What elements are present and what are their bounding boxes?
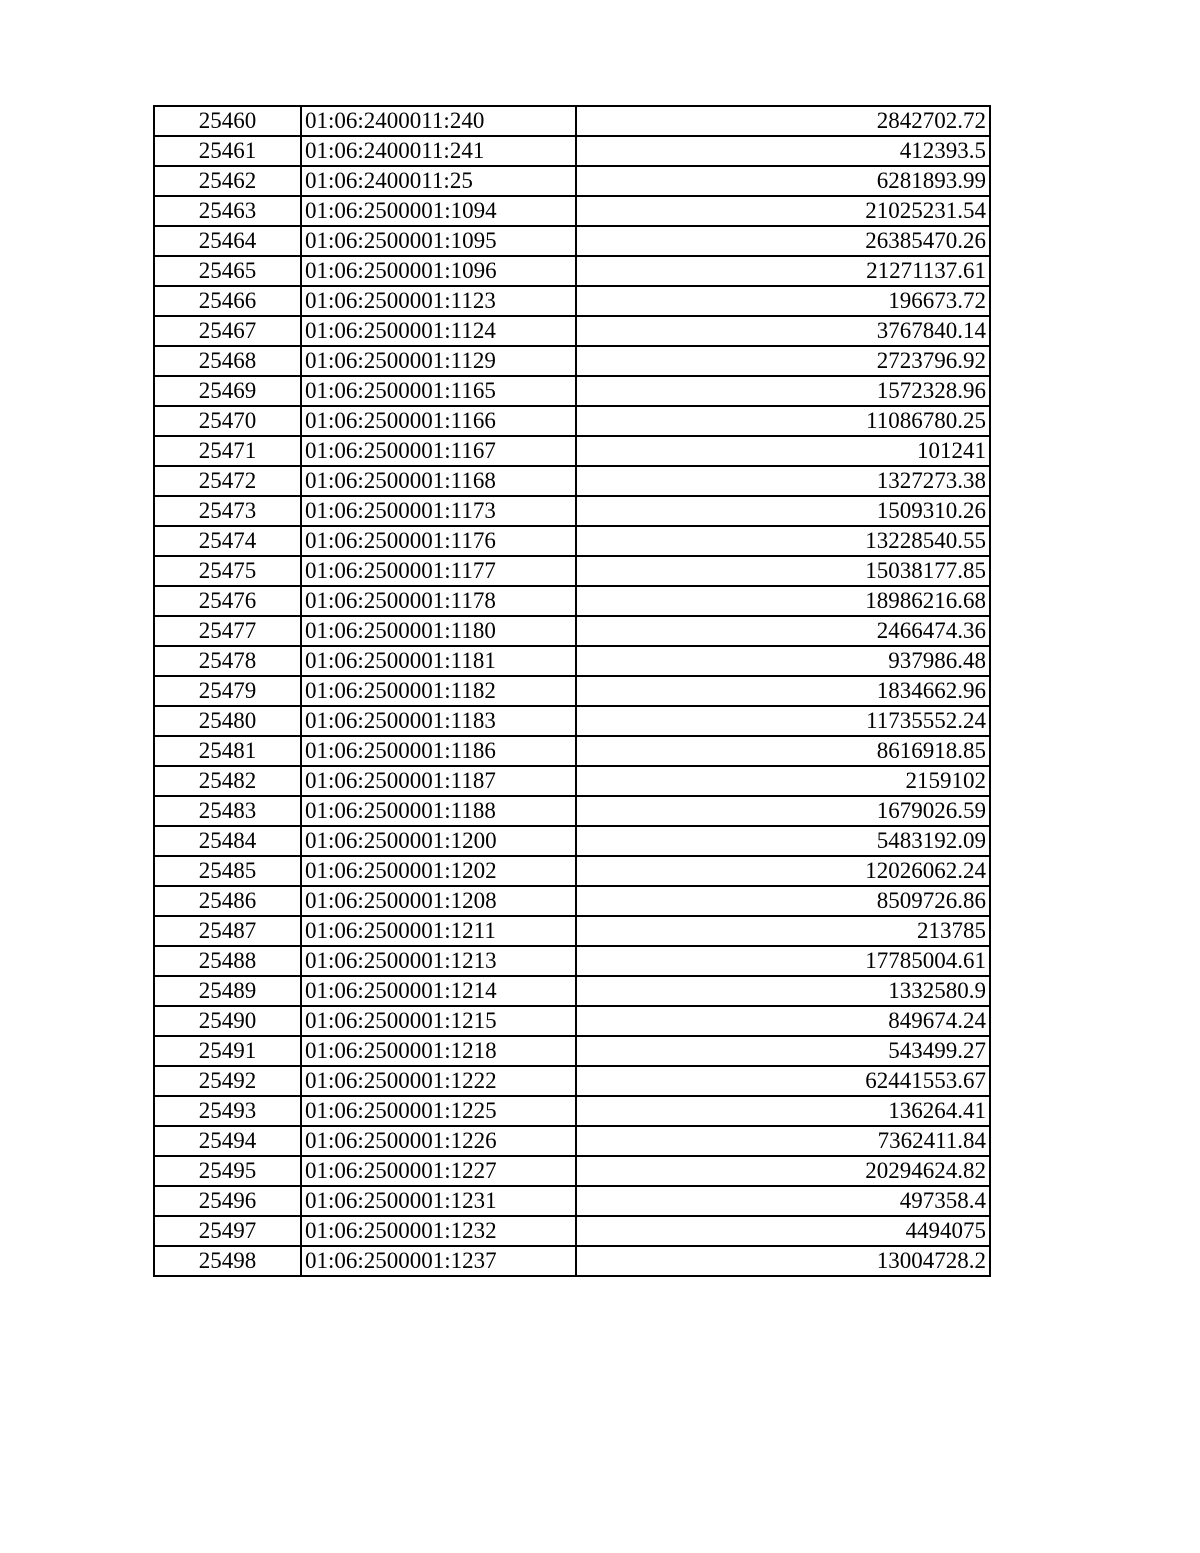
- cadastral-number-cell: 01:06:2500001:1213: [301, 946, 576, 976]
- value-cell: 11086780.25: [576, 406, 990, 436]
- table-row: [154, 586, 990, 616]
- table-row: [154, 1156, 990, 1186]
- table-row: [154, 286, 990, 316]
- cadastral-number-cell: 01:06:2500001:1181: [301, 646, 576, 676]
- cadastral-number-cell: 01:06:2500001:1215: [301, 1006, 576, 1036]
- cadastral-number-cell: 01:06:2500001:1211: [301, 916, 576, 946]
- cadastral-number-cell: 01:06:2500001:1214: [301, 976, 576, 1006]
- row-number-cell: 25475: [154, 556, 301, 586]
- cadastral-number-cell: 01:06:2500001:1222: [301, 1066, 576, 1096]
- row-number-cell: 25478: [154, 646, 301, 676]
- row-number-cell: 25470: [154, 406, 301, 436]
- row-number-cell: 25460: [154, 106, 301, 136]
- table-row: [154, 1096, 990, 1126]
- table-row: [154, 556, 990, 586]
- table-row: [154, 106, 990, 136]
- cadastral-number-cell: 01:06:2500001:1208: [301, 886, 576, 916]
- value-cell: 13228540.55: [576, 526, 990, 556]
- table-row: [154, 796, 990, 826]
- table-row: [154, 826, 990, 856]
- row-number-cell: 25492: [154, 1066, 301, 1096]
- cadastral-number-cell: 01:06:2500001:1176: [301, 526, 576, 556]
- value-cell: 1327273.38: [576, 466, 990, 496]
- cadastral-number-cell: 01:06:2500001:1094: [301, 196, 576, 226]
- cadastral-number-cell: 01:06:2500001:1096: [301, 256, 576, 286]
- value-cell: 412393.5: [576, 136, 990, 166]
- table-body: [154, 106, 990, 1276]
- cadastral-number-cell: 01:06:2500001:1231: [301, 1186, 576, 1216]
- table-row: [154, 1036, 990, 1066]
- value-cell: 213785: [576, 916, 990, 946]
- row-number-cell: 25491: [154, 1036, 301, 1066]
- cadastral-number-cell: 01:06:2500001:1180: [301, 616, 576, 646]
- table-row: [154, 706, 990, 736]
- value-cell: 543499.27: [576, 1036, 990, 1066]
- value-cell: 497358.4: [576, 1186, 990, 1216]
- cadastral-number-cell: 01:06:2500001:1166: [301, 406, 576, 436]
- table-row: [154, 316, 990, 346]
- cadastral-number-cell: 01:06:2500001:1237: [301, 1246, 576, 1276]
- row-number-cell: 25481: [154, 736, 301, 766]
- cadastral-number-cell: 01:06:2500001:1227: [301, 1156, 576, 1186]
- table-row: [154, 1246, 990, 1276]
- table-row: [154, 436, 990, 466]
- value-cell: 136264.41: [576, 1096, 990, 1126]
- row-number-cell: 25486: [154, 886, 301, 916]
- value-cell: 12026062.24: [576, 856, 990, 886]
- table-row: [154, 976, 990, 1006]
- table-row: [154, 946, 990, 976]
- value-cell: 196673.72: [576, 286, 990, 316]
- value-cell: 20294624.82: [576, 1156, 990, 1186]
- row-number-cell: 25463: [154, 196, 301, 226]
- table-row: [154, 226, 990, 256]
- value-cell: 4494075: [576, 1216, 990, 1246]
- value-cell: 3767840.14: [576, 316, 990, 346]
- row-number-cell: 25461: [154, 136, 301, 166]
- table-row: [154, 736, 990, 766]
- table-row: [154, 466, 990, 496]
- table-row: [154, 646, 990, 676]
- value-cell: 8509726.86: [576, 886, 990, 916]
- row-number-cell: 25480: [154, 706, 301, 736]
- value-cell: 937986.48: [576, 646, 990, 676]
- value-cell: 18986216.68: [576, 586, 990, 616]
- row-number-cell: 25467: [154, 316, 301, 346]
- cadastral-number-cell: 01:06:2500001:1188: [301, 796, 576, 826]
- value-cell: 13004728.2: [576, 1246, 990, 1276]
- cadastral-number-cell: 01:06:2400011:241: [301, 136, 576, 166]
- row-number-cell: 25494: [154, 1126, 301, 1156]
- cadastral-number-cell: 01:06:2400011:240: [301, 106, 576, 136]
- cadastral-number-cell: 01:06:2500001:1124: [301, 316, 576, 346]
- value-cell: 1509310.26: [576, 496, 990, 526]
- cadastral-number-cell: 01:06:2500001:1173: [301, 496, 576, 526]
- cadastral-number-cell: 01:06:2500001:1165: [301, 376, 576, 406]
- row-number-cell: 25488: [154, 946, 301, 976]
- cadastral-number-cell: 01:06:2500001:1182: [301, 676, 576, 706]
- table-row: [154, 256, 990, 286]
- table-row: [154, 406, 990, 436]
- value-cell: 2842702.72: [576, 106, 990, 136]
- value-cell: 8616918.85: [576, 736, 990, 766]
- row-number-cell: 25487: [154, 916, 301, 946]
- value-cell: 2723796.92: [576, 346, 990, 376]
- cadastral-number-cell: 01:06:2500001:1187: [301, 766, 576, 796]
- row-number-cell: 25484: [154, 826, 301, 856]
- row-number-cell: 25471: [154, 436, 301, 466]
- table-row: [154, 886, 990, 916]
- row-number-cell: 25477: [154, 616, 301, 646]
- value-cell: 26385470.26: [576, 226, 990, 256]
- value-cell: 6281893.99: [576, 166, 990, 196]
- row-number-cell: 25465: [154, 256, 301, 286]
- cadastral-number-cell: 01:06:2400011:25: [301, 166, 576, 196]
- row-number-cell: 25490: [154, 1006, 301, 1036]
- cadastral-number-cell: 01:06:2500001:1167: [301, 436, 576, 466]
- cadastral-number-cell: 01:06:2500001:1232: [301, 1216, 576, 1246]
- value-cell: 62441553.67: [576, 1066, 990, 1096]
- value-cell: 5483192.09: [576, 826, 990, 856]
- cadastral-value-table: [153, 105, 991, 1277]
- value-cell: 21025231.54: [576, 196, 990, 226]
- row-number-cell: 25464: [154, 226, 301, 256]
- table-row: [154, 346, 990, 376]
- row-number-cell: 25498: [154, 1246, 301, 1276]
- value-cell: 2466474.36: [576, 616, 990, 646]
- value-cell: 11735552.24: [576, 706, 990, 736]
- table-row: [154, 526, 990, 556]
- row-number-cell: 25485: [154, 856, 301, 886]
- value-cell: 1332580.9: [576, 976, 990, 1006]
- row-number-cell: 25468: [154, 346, 301, 376]
- row-number-cell: 25474: [154, 526, 301, 556]
- cadastral-number-cell: 01:06:2500001:1129: [301, 346, 576, 376]
- row-number-cell: 25476: [154, 586, 301, 616]
- table-row: [154, 136, 990, 166]
- row-number-cell: 25479: [154, 676, 301, 706]
- value-cell: 849674.24: [576, 1006, 990, 1036]
- cadastral-number-cell: 01:06:2500001:1218: [301, 1036, 576, 1066]
- value-cell: 21271137.61: [576, 256, 990, 286]
- cadastral-number-cell: 01:06:2500001:1178: [301, 586, 576, 616]
- table-row: [154, 496, 990, 526]
- value-cell: 1834662.96: [576, 676, 990, 706]
- value-cell: 1679026.59: [576, 796, 990, 826]
- table-row: [154, 1126, 990, 1156]
- cadastral-number-cell: 01:06:2500001:1095: [301, 226, 576, 256]
- row-number-cell: 25469: [154, 376, 301, 406]
- value-cell: 1572328.96: [576, 376, 990, 406]
- cadastral-number-cell: 01:06:2500001:1183: [301, 706, 576, 736]
- row-number-cell: 25496: [154, 1186, 301, 1216]
- cadastral-number-cell: 01:06:2500001:1123: [301, 286, 576, 316]
- cadastral-number-cell: 01:06:2500001:1200: [301, 826, 576, 856]
- table-row: [154, 616, 990, 646]
- table-row: [154, 376, 990, 406]
- row-number-cell: 25472: [154, 466, 301, 496]
- row-number-cell: 25495: [154, 1156, 301, 1186]
- table-row: [154, 766, 990, 796]
- value-cell: 2159102: [576, 766, 990, 796]
- value-cell: 7362411.84: [576, 1126, 990, 1156]
- row-number-cell: 25473: [154, 496, 301, 526]
- row-number-cell: 25497: [154, 1216, 301, 1246]
- row-number-cell: 25493: [154, 1096, 301, 1126]
- cadastral-number-cell: 01:06:2500001:1202: [301, 856, 576, 886]
- cadastral-number-cell: 01:06:2500001:1177: [301, 556, 576, 586]
- value-cell: 15038177.85: [576, 556, 990, 586]
- table-row: [154, 1186, 990, 1216]
- row-number-cell: 25489: [154, 976, 301, 1006]
- table-row: [154, 166, 990, 196]
- table-row: [154, 1006, 990, 1036]
- table-row: [154, 196, 990, 226]
- value-cell: 17785004.61: [576, 946, 990, 976]
- table-row: [154, 1216, 990, 1246]
- value-cell: 101241: [576, 436, 990, 466]
- row-number-cell: 25466: [154, 286, 301, 316]
- cadastral-number-cell: 01:06:2500001:1226: [301, 1126, 576, 1156]
- row-number-cell: 25462: [154, 166, 301, 196]
- table-row: [154, 676, 990, 706]
- table-row: [154, 916, 990, 946]
- row-number-cell: 25483: [154, 796, 301, 826]
- cadastral-number-cell: 01:06:2500001:1168: [301, 466, 576, 496]
- table-row: [154, 1066, 990, 1096]
- row-number-cell: 25482: [154, 766, 301, 796]
- cadastral-number-cell: 01:06:2500001:1225: [301, 1096, 576, 1126]
- cadastral-number-cell: 01:06:2500001:1186: [301, 736, 576, 766]
- table-row: [154, 856, 990, 886]
